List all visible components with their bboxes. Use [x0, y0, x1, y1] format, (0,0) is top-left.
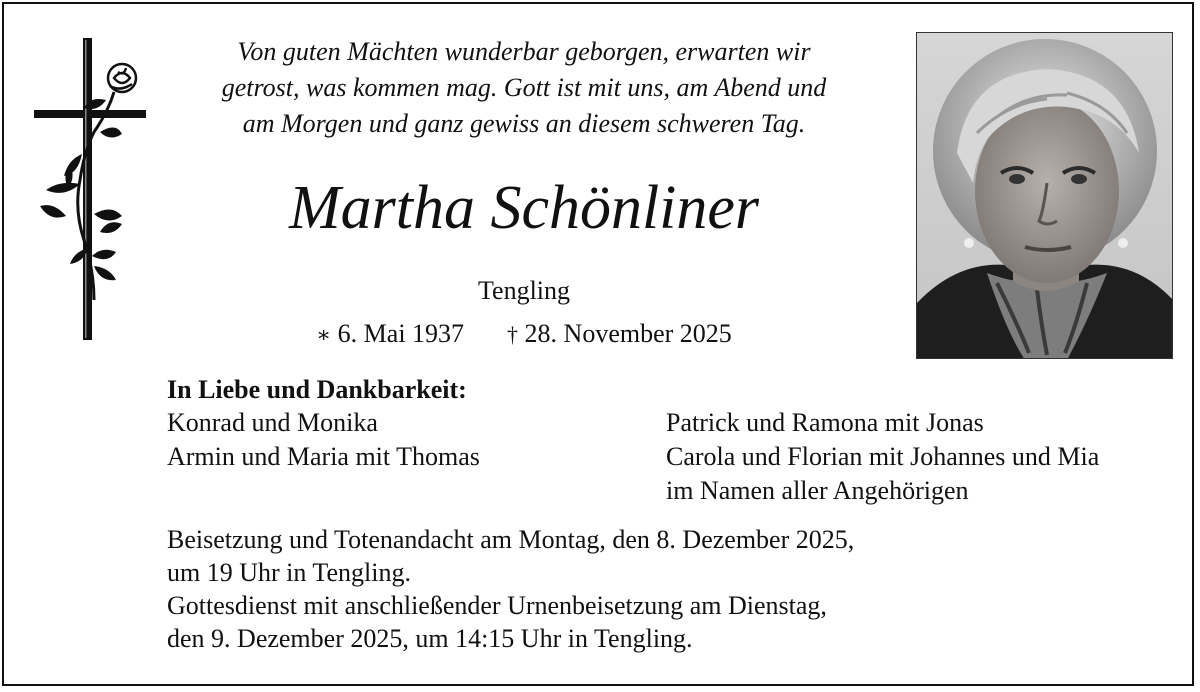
deceased-place: Tengling: [477, 276, 571, 305]
family-member: Armin und Maria mit Thomas: [167, 442, 480, 471]
birth-symbol-icon: ∗: [316, 322, 332, 347]
cross-with-rose-icon: [30, 34, 152, 344]
family-heading: In Liebe und Dankbarkeit:: [167, 375, 467, 404]
funeral-line: Gottesdienst mit anschließender Urnenbeisetzung am Dienstag,: [167, 591, 827, 620]
family-member: im Namen aller Angehörigen: [666, 476, 969, 505]
deceased-name: Martha Schönliner: [288, 174, 760, 242]
life-dates: [154, 316, 894, 353]
quote-line: am Morgen und ganz gewiss an diesem schweren Tag.: [242, 109, 806, 138]
funeral-details: [167, 523, 854, 655]
obituary-notice: [2, 2, 1194, 686]
birth-date: 6. Mai 1937: [337, 319, 465, 348]
family-member: Konrad und Monika: [167, 408, 378, 437]
quote-line: getrost, was kommen mag. Gott ist mit uns, am Abend und: [221, 73, 827, 102]
death-cross-icon: †: [507, 322, 519, 347]
funeral-line: den 9. Dezember 2025, um 14:15 Uhr in Tengling.: [167, 624, 693, 653]
family-list-left: [167, 406, 480, 474]
quote-block: [154, 34, 894, 142]
portrait-photo: [916, 32, 1173, 359]
funeral-line: um 19 Uhr in Tengling.: [167, 558, 411, 587]
quote-line: Von guten Mächten wunderbar geborgen, erwarten wir: [237, 37, 811, 66]
family-member: Carola und Florian mit Johannes und Mia: [666, 442, 1100, 471]
family-list-right: [666, 406, 1099, 508]
family-member: Patrick und Ramona mit Jonas: [666, 408, 984, 437]
death-date: 28. November 2025: [524, 319, 732, 348]
funeral-line: Beisetzung und Totenandacht am Montag, den 8. Dezember 2025,: [167, 525, 855, 554]
